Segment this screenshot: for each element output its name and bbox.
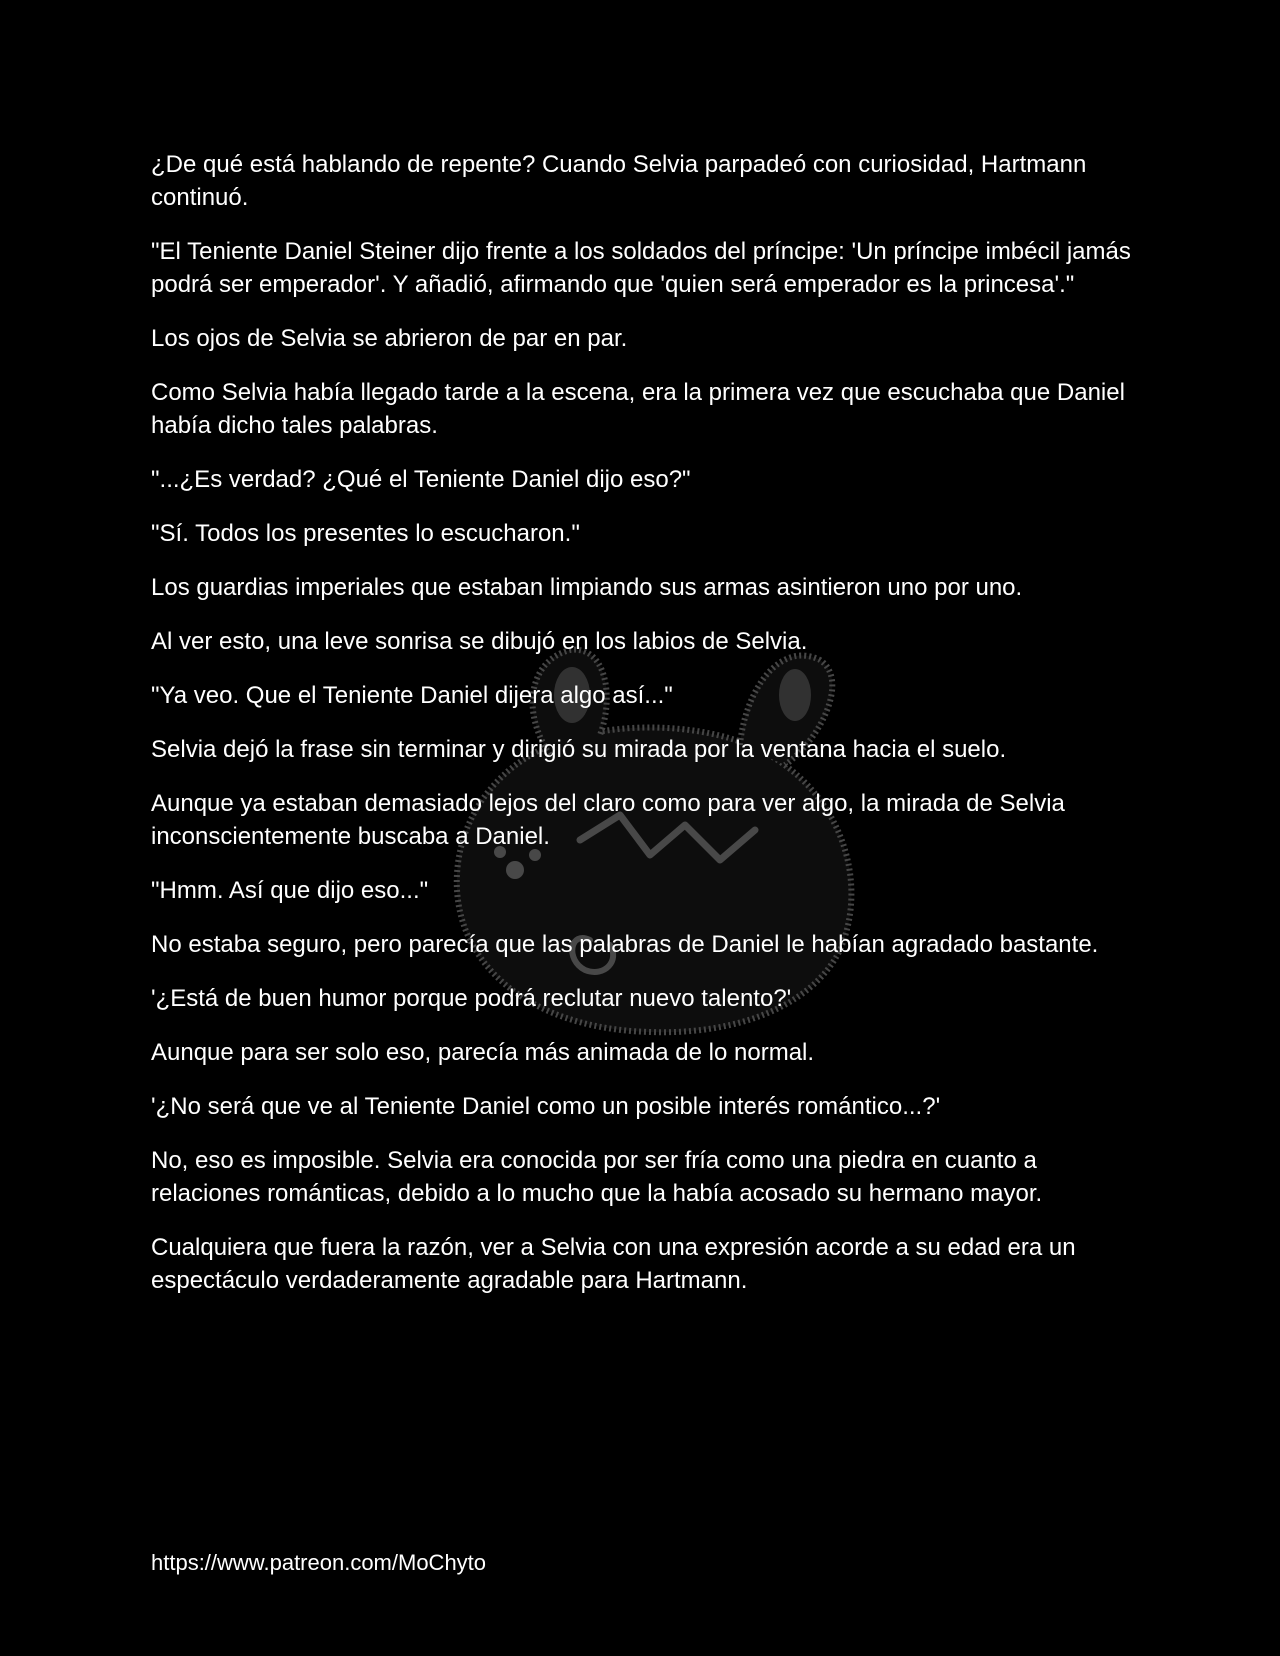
paragraph: Selvia dejó la frase sin terminar y dirigió su mirada por la ventana hacia el suelo. [151, 736, 1007, 763]
paragraph: "...¿Es verdad? ¿Qué el Teniente Daniel dijo eso?" [151, 466, 691, 493]
paragraph: No estaba seguro, pero parecía que las palabras de Daniel le habían agradado bastante. [151, 931, 1099, 958]
paragraph: Al ver esto, una leve sonrisa se dibujó en los labios de Selvia. [151, 628, 808, 655]
paragraph: No, eso es imposible. Selvia era conocida por ser fría como una piedra en cuanto a relaciones románticas, debido a lo mucho que la había acosado su hermano mayor. [151, 1147, 1043, 1207]
paragraph: Aunque ya estaban demasiado lejos del claro como para ver algo, la mirada de Selvia inconscientemente buscaba a Daniel. [151, 790, 1065, 850]
paragraph: Cualquiera que fuera la razón, ver a Selvia con una expresión acorde a su edad era un espectáculo verdaderamente agradable para Hartmann. [151, 1234, 1076, 1294]
paragraph: ¿De qué está hablando de repente? Cuando Selvia parpadeó con curiosidad, Hartmann continuó. [151, 151, 1087, 211]
paragraph: Como Selvia había llegado tarde a la escena, era la primera vez que escuchaba que Daniel había dicho tales palabras. [151, 379, 1125, 439]
patreon-link[interactable]: https://www.patreon.com/MoChyto [151, 1550, 487, 1575]
paragraph: "Ya veo. Que el Teniente Daniel dijera algo así..." [151, 682, 673, 709]
paragraph: Los guardias imperiales que estaban limpiando sus armas asintieron uno por uno. [151, 574, 1023, 601]
document-body [151, 148, 1136, 1318]
paragraph: Los ojos de Selvia se abrieron de par en par. [151, 325, 628, 352]
paragraph: "Sí. Todos los presentes lo escucharon." [151, 520, 580, 547]
paragraph: '¿Está de buen humor porque podrá reclutar nuevo talento?' [151, 985, 792, 1012]
paragraph: '¿No será que ve al Teniente Daniel como un posible interés romántico...?' [151, 1093, 941, 1120]
paragraph: Aunque para ser solo eso, parecía más animada de lo normal. [151, 1039, 815, 1066]
paragraph: "El Teniente Daniel Steiner dijo frente a los soldados del príncipe: 'Un príncipe imbécil jamás podrá ser emperador'. Y añadió, afirmando que 'quien será emperador es la princesa'." [151, 238, 1131, 298]
paragraph: "Hmm. Así que dijo eso..." [151, 877, 429, 904]
